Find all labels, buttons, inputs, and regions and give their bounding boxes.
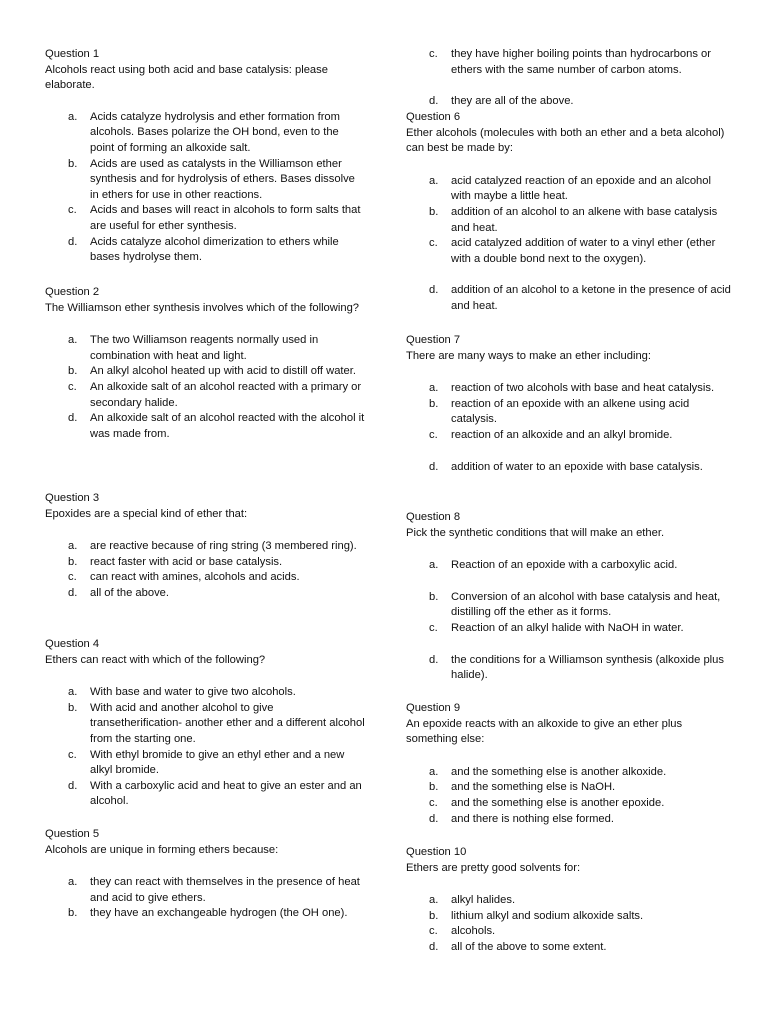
question-5-continued	[406, 47, 731, 110]
option-text: Acids are used as catalysts in the Williamson ether synthesis and for hydrolysis of ethers. Bases dissolve in ethers for use in other reactions.	[90, 157, 355, 201]
option-text: acid catalyzed addition of water to a vinyl ether (ether with a double bond next to the oxygen).	[451, 237, 716, 265]
option-d	[406, 460, 731, 476]
question-text: The Williamson ether synthesis involves which of the following?	[45, 301, 360, 314]
option-letter: c.	[429, 796, 438, 809]
option-b	[406, 205, 731, 236]
option-letter: a.	[68, 540, 78, 553]
option-letter: a.	[429, 174, 439, 187]
option-list	[406, 558, 731, 684]
option-letter: b.	[68, 157, 78, 170]
option-letter: c.	[429, 621, 438, 634]
question-title: Question 8	[406, 511, 461, 523]
option-c	[406, 236, 731, 267]
question-10	[406, 845, 731, 956]
option-text: they have an exchangeable hydrogen (the OH one).	[90, 907, 348, 920]
option-text: and the something else is another alkoxide.	[451, 765, 667, 778]
option-letter: c.	[429, 428, 438, 441]
option-letter: a.	[68, 110, 78, 123]
question-5	[45, 827, 365, 922]
option-a	[406, 893, 731, 909]
question-title: Question 9	[406, 702, 461, 714]
option-letter: b.	[68, 701, 78, 714]
option-text: reaction of two alcohols with base and heat catalysis.	[451, 382, 715, 395]
option-letter: a.	[68, 876, 78, 889]
option-text: they are all of the above.	[451, 95, 574, 108]
option-letter: d.	[429, 812, 439, 825]
question-title: Question 4	[45, 638, 100, 650]
option-text: With base and water to give two alcohols.	[90, 686, 296, 699]
option-a	[406, 558, 731, 574]
question-text: Epoxides are a special kind of ether that:	[45, 507, 248, 520]
option-a	[45, 110, 365, 157]
option-b	[45, 701, 365, 748]
question-1	[45, 47, 365, 266]
option-a	[406, 381, 731, 397]
question-title: Question 3	[45, 492, 100, 504]
option-text: react faster with acid or base catalysis.	[90, 555, 283, 568]
option-list	[45, 875, 365, 922]
option-text: acid catalyzed reaction of an epoxide and an alcohol with maybe a little heat.	[451, 174, 711, 203]
option-text: they can react with themselves in the presence of heat and acid to give ethers.	[90, 876, 360, 904]
option-text: An alkoxide salt of an alcohol reacted with the alcohol it was made from.	[90, 412, 365, 440]
option-text: reaction of an alkoxide and an alkyl bromide.	[451, 428, 673, 441]
option-letter: a.	[68, 686, 78, 699]
option-text: all of the above.	[90, 586, 169, 599]
option-b	[406, 397, 731, 428]
option-letter: c.	[68, 380, 77, 393]
question-title: Question 7	[406, 334, 461, 346]
option-text: With ethyl bromide to give an ethyl ether and a new alkyl bromide.	[90, 748, 345, 777]
option-a	[45, 539, 365, 555]
option-letter: b.	[429, 781, 439, 794]
option-c	[45, 380, 365, 411]
option-list	[406, 47, 731, 110]
option-c	[45, 203, 365, 234]
option-text: With acid and another alcohol to give transetherification- another ether and a different alcohol from the starting one.	[90, 701, 365, 745]
option-text: Conversion of an alcohol with base catalysis and heat, distilling off the ether as it forms.	[451, 590, 721, 619]
option-letter: b.	[429, 397, 439, 410]
option-list	[45, 685, 365, 810]
option-b	[406, 590, 731, 621]
option-text: alkyl halides.	[451, 894, 516, 907]
option-letter: c.	[68, 571, 77, 584]
option-a	[45, 875, 365, 906]
option-list	[45, 333, 365, 442]
question-title: Question 2	[45, 286, 100, 298]
option-text: addition of an alcohol to a ketone in the presence of acid and heat.	[451, 284, 731, 312]
option-b	[406, 780, 731, 796]
question-text: An epoxide reacts with an alkoxide to give an ether plus something else:	[406, 717, 683, 746]
option-letter: d.	[68, 235, 78, 248]
option-text: lithium alkyl and sodium alkoxide salts.	[451, 909, 644, 922]
option-d	[406, 940, 731, 956]
option-c	[406, 796, 731, 812]
option-list	[406, 381, 731, 475]
option-text: Reaction of an epoxide with a carboxylic acid.	[451, 559, 678, 572]
option-text: addition of an alcohol to an alkene with base catalysis and heat.	[451, 205, 718, 234]
option-text: With a carboxylic acid and heat to give an ester and an alcohol.	[90, 779, 362, 808]
option-text: An alkoxide salt of an alcohol reacted with a primary or secondary halide.	[90, 380, 362, 409]
option-text: Acids catalyze hydrolysis and ether formation from alcohols. Bases polarize the OH bond, even to the point of forming an alkoxide salt.	[90, 110, 340, 154]
option-text: addition of water to an epoxide with base catalysis.	[451, 460, 703, 473]
option-d	[406, 94, 731, 110]
option-a	[45, 685, 365, 701]
question-title: Question 5	[45, 828, 100, 840]
question-text: Ether alcohols (molecules with both an ether and a beta alcohol) can best be made by:	[406, 126, 725, 155]
option-c	[406, 924, 731, 940]
option-letter: d.	[68, 412, 78, 425]
option-d	[45, 411, 365, 442]
option-letter: d.	[429, 653, 439, 666]
question-4	[45, 637, 365, 810]
option-letter: b.	[68, 555, 78, 568]
option-a	[406, 765, 731, 781]
option-text: the conditions for a Williamson synthesis (alkoxide plus halide).	[451, 653, 724, 682]
question-8	[406, 510, 731, 684]
question-text: Pick the synthetic conditions that will make an ether.	[406, 526, 665, 539]
option-letter: b.	[429, 909, 439, 922]
question-6	[406, 110, 731, 315]
option-letter: a.	[429, 382, 439, 395]
option-letter: c.	[429, 925, 438, 938]
option-text: are reactive because of ring string (3 membered ring).	[90, 540, 357, 553]
option-letter: c.	[429, 237, 438, 250]
question-title: Question 10	[406, 846, 467, 858]
option-c	[406, 621, 731, 637]
option-a	[406, 174, 731, 205]
option-list	[406, 765, 731, 827]
option-d	[406, 812, 731, 828]
option-letter: b.	[68, 365, 78, 378]
question-9	[406, 701, 731, 827]
option-letter: c.	[68, 204, 77, 217]
option-text: can react with amines, alcohols and acids.	[90, 571, 300, 584]
option-text: Acids catalyze alcohol dimerization to ethers while bases hydrolyse them.	[90, 235, 339, 264]
option-letter: b.	[429, 205, 439, 218]
option-list	[406, 893, 731, 955]
option-b	[406, 909, 731, 925]
option-list	[406, 174, 731, 315]
question-text: Alcohols are unique in forming ethers because:	[45, 843, 279, 856]
option-c	[406, 47, 731, 78]
option-text: The two Williamson reagents normally used in combination with heat and light.	[90, 334, 319, 362]
option-letter: a.	[429, 559, 439, 572]
option-b	[45, 364, 365, 380]
question-title: Question 1	[45, 48, 100, 60]
option-text: and the something else is NaOH.	[451, 781, 616, 794]
option-letter: b.	[68, 907, 78, 920]
option-text: Acids and bases will react in alcohols to form salts that are useful for ether synthesis.	[90, 204, 361, 232]
question-7	[406, 333, 731, 475]
option-text: alcohols.	[451, 925, 496, 938]
option-d	[45, 235, 365, 266]
option-b	[45, 157, 365, 204]
option-text: An alkyl alcohol heated up with acid to distill off water.	[90, 365, 356, 378]
option-text: and the something else is another epoxide.	[451, 796, 665, 809]
option-letter: d.	[68, 586, 78, 599]
option-letter: d.	[429, 460, 439, 473]
question-text: Alcohols react using both acid and base catalysis: please elaborate.	[45, 63, 328, 92]
option-d	[45, 586, 365, 602]
option-d	[406, 653, 731, 684]
option-b	[45, 906, 365, 922]
option-text: reaction of an epoxide with an alkene using acid catalysis.	[451, 397, 690, 426]
option-list	[45, 539, 365, 601]
option-letter: a.	[429, 894, 439, 907]
option-letter: a.	[68, 334, 78, 347]
option-a	[45, 333, 365, 364]
option-d	[406, 283, 731, 314]
option-text: all of the above to some extent.	[451, 940, 607, 953]
option-c	[45, 570, 365, 586]
option-letter: c.	[429, 48, 438, 60]
option-d	[45, 779, 365, 810]
option-letter: d.	[429, 284, 439, 297]
question-text: Ethers are pretty good solvents for:	[406, 861, 581, 874]
option-letter: c.	[68, 748, 77, 761]
option-letter: d.	[68, 779, 78, 792]
option-letter: a.	[429, 765, 439, 778]
question-3	[45, 491, 365, 602]
option-b	[45, 555, 365, 571]
option-text: they have higher boiling points than hydrocarbons or ethers with the same number of carbon atoms.	[451, 48, 711, 76]
option-letter: d.	[429, 95, 439, 108]
option-text: Reaction of an alkyl halide with NaOH in water.	[451, 621, 684, 634]
option-c	[45, 748, 365, 779]
option-letter: b.	[429, 590, 439, 603]
question-title: Question 6	[406, 111, 461, 123]
question-text: Ethers can react with which of the following?	[45, 653, 266, 666]
option-list	[45, 110, 365, 266]
option-letter: d.	[429, 940, 439, 953]
question-2	[45, 285, 365, 442]
option-c	[406, 428, 731, 444]
question-text: There are many ways to make an ether including:	[406, 349, 652, 362]
option-text: and there is nothing else formed.	[451, 812, 614, 825]
